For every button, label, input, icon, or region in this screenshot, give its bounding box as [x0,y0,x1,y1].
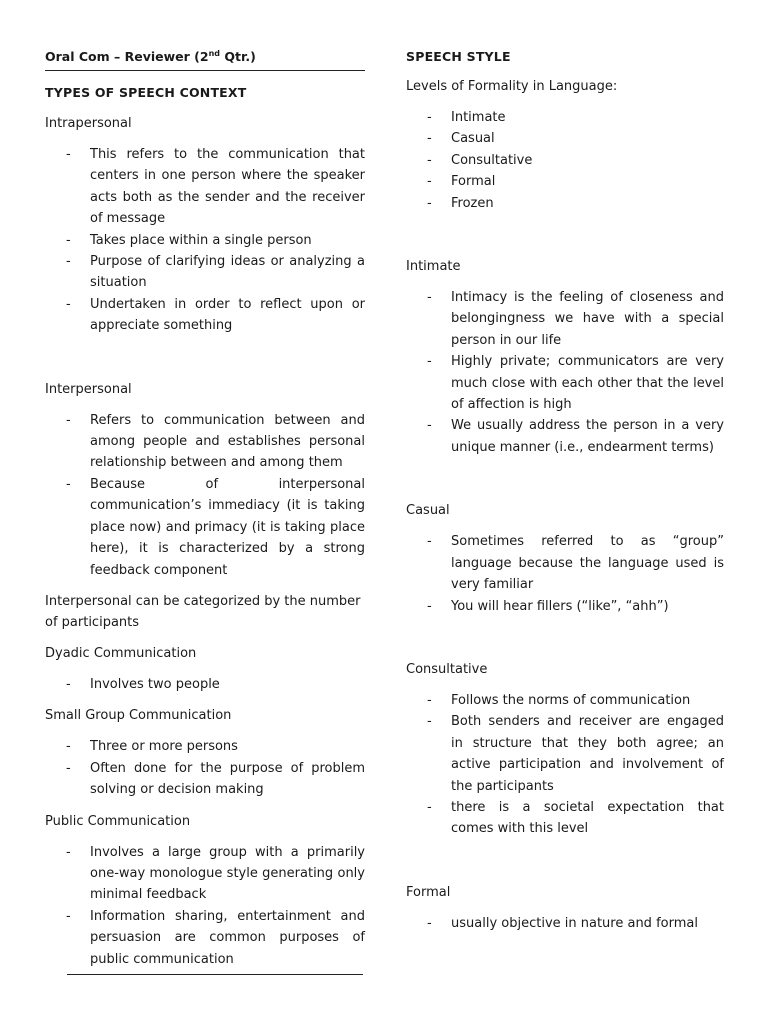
list-item [45,144,365,230]
list-item [406,596,724,617]
list-item [406,128,724,149]
dyadic-title: Dyadic Communication [45,645,197,661]
list-item-text: Sometimes referred to as “group” language because the language used is very familiar [451,534,724,593]
list-item-text: This refers to the communication that centers in one person where the speaker acts both as the sender and the receiver of message [90,147,365,227]
list-item-text: Consultative [451,152,533,168]
list-item-text: Often done for the purpose of problem solving or decision making [90,760,365,798]
bullet-dash: - [66,147,71,162]
list-item-text: Both senders and receiver are engaged in structure that they both agree; an active participation and involvement of the participants [451,714,724,794]
list-item [406,107,724,128]
bullet-dash: - [66,254,71,270]
public-title: Public Communication [45,813,191,829]
document-title [45,46,365,71]
bullet-dash: - [427,692,432,708]
list-item [406,171,724,192]
list-item-text: Involves a large group with a primarily one-way monologue style generating only minimal feedback [90,844,365,903]
bullet-dash: - [427,354,432,370]
title-end-text: Qtr.) [220,49,256,64]
small-group-title: Small Group Communication [45,708,232,724]
list-item-text: Three or more persons [90,739,238,755]
list-item [45,736,365,757]
list-item [406,287,724,351]
list-item-text: Purpose of clarifying ideas or analyzing a situation [90,254,365,291]
title-main-text: Oral Com – Reviewer (2 [45,49,209,64]
list-item [45,758,365,801]
consultative-list [406,690,724,840]
list-item-text: Refers to communication between and among people and establishes personal relationship between and among them [90,412,365,471]
list-item [406,913,724,934]
list-item-text: Intimate [451,110,506,125]
title-superscript: nd [208,49,220,58]
small-group-list [45,736,365,800]
list-item-text: Casual [451,131,495,147]
bottom-divider [67,974,363,975]
formal-title: Formal [406,884,451,900]
bullet-dash: - [427,799,432,815]
dyadic-list [45,674,365,695]
levels-list [406,107,724,214]
bullet-dash: - [66,676,71,692]
list-item-text: You will hear fillers (“like”, “ahh”) [451,598,669,614]
bullet-dash: - [66,760,71,776]
list-item [45,251,365,294]
bullet-dash: - [66,412,71,428]
list-item-text: We usually address the person in a very unique manner (i.e., endearment terms) [451,418,724,455]
list-item-text: Takes place within a single person [90,232,312,248]
interpersonal-note: Interpersonal can be categorized by the number of participants [45,593,361,630]
interpersonal-title: Interpersonal [45,381,132,397]
list-item [45,294,365,337]
intrapersonal-title: Intrapersonal [45,116,132,131]
bullet-dash: - [427,110,432,125]
list-item-text: Because of interpersonal communication’s immediacy (it is taking place now) and primacy (it is taking place here), it is characterized by a strong feedback component [90,476,365,578]
list-item [406,415,724,458]
list-item [406,531,724,595]
list-item [45,906,365,970]
list-item [406,690,724,711]
bullet-dash: - [427,131,432,147]
list-item-text: Follows the norms of communication [451,692,691,708]
public-list [45,842,365,970]
list-item [406,193,724,214]
intimate-title: Intimate [406,259,461,275]
bullet-dash: - [427,915,432,931]
consultative-title: Consultative [406,661,488,677]
formal-list [406,913,724,934]
bullet-dash: - [66,476,71,492]
types-of-speech-context-heading: TYPES OF SPEECH CONTEXT [45,85,247,100]
bullet-dash: - [66,739,71,755]
bullet-dash: - [427,534,432,550]
list-item [406,797,724,840]
bullet-dash: - [66,844,71,860]
bullet-dash: - [66,232,71,248]
bullet-dash: - [427,290,432,306]
bullet-dash: - [427,714,432,730]
levels-intro: Levels of Formality in Language: [406,79,618,94]
list-item [406,351,724,415]
speech-style-heading: SPEECH STYLE [406,49,511,64]
left-column [45,46,365,975]
list-item [45,230,365,251]
bullet-dash: - [66,908,71,924]
bullet-dash: - [427,195,432,211]
list-item-text: Undertaken in order to reflect upon or appreciate something [90,296,365,334]
list-item-text: Involves two people [90,676,220,692]
list-item-text: Intimacy is the feeling of closeness and belongingness we have with a special person in our life [451,290,724,348]
list-item-text: Highly private; communicators are very much close with each other that the level of affection is high [451,354,724,413]
list-item-text: Information sharing, entertainment and persuasion are common purposes of public communication [90,908,365,967]
intimate-list [406,287,724,458]
list-item [45,674,365,695]
list-item-text: Formal [451,174,496,190]
list-item-text: usually objective in nature and formal [451,915,698,931]
bullet-dash: - [427,152,432,168]
list-item [45,474,365,581]
casual-list [406,531,724,617]
list-item [45,842,365,906]
list-item [406,150,724,171]
intrapersonal-list [45,144,365,337]
casual-title: Casual [406,503,450,519]
bullet-dash: - [66,296,71,312]
interpersonal-list [45,410,365,581]
right-column [406,46,724,934]
bullet-dash: - [427,174,432,190]
bullet-dash: - [427,418,432,434]
list-item [45,410,365,474]
list-item-text: there is a societal expectation that comes with this level [451,799,724,837]
bullet-dash: - [427,598,432,614]
list-item-text: Frozen [451,195,494,211]
list-item [406,711,724,797]
